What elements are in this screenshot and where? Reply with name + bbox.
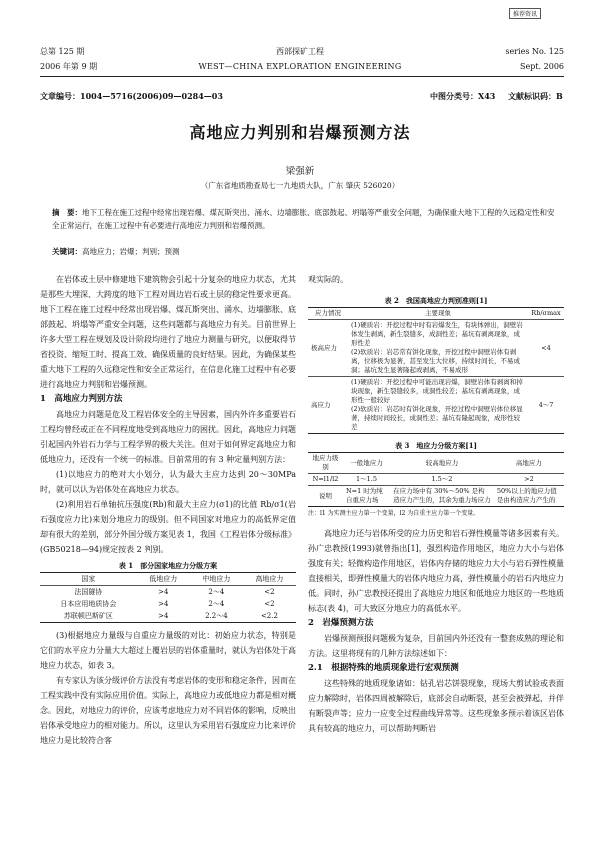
table1-cell: <2 <box>264 588 275 596</box>
table3-cell: N=l1/l2 <box>312 475 339 483</box>
section-1-p5: 有专家认为该分级评价方法没有考虑岩体的变形和稳定条件，因而在工程实践中没有实际应用价值。实际上，高地应力或低地应力都是相对概念。因此，对地应力的评价，应该考虑地应力对不同岩体的影响，反映出岩体承受地应力的相对能力。所以，这里认为采用岩石强度应力比来评价地应力是比较符合客 <box>40 676 296 745</box>
table3-cell: 1.5～2 <box>431 475 453 483</box>
table1-cell: >4 <box>158 612 169 620</box>
abstract-label: 摘 要： <box>52 208 82 217</box>
table3-caption: 表 3 地应力分级方案[1] <box>395 441 477 450</box>
table2-item: (2)软质岩：岩芯时有饼化现象，开挖过程中洞壁岩体位移显著，持续时间较长，成洞性差；基坑有隆起现象，成形性较差 <box>351 405 523 431</box>
table3-footnote: 注：l1 为实测主应力第一个变量，l2 为自重主应力第一个变量。 <box>308 510 480 517</box>
document-code: 文献标识码：B <box>508 91 563 101</box>
section-2-p1: 岩爆预测预报问题极为复杂，目前国内外还没有一整套成熟的理论和方法。这里将现有的几种方法综述如下： <box>308 634 564 658</box>
keywords-label: 关键词： <box>52 247 82 256</box>
journal-title-en: WEST—CHINA EXPLORATION ENGINEERING <box>198 62 402 71</box>
issue-series: 总第 125 期 <box>40 47 85 56</box>
table1-cell: 2.2～4 <box>205 612 228 620</box>
table2-item: (1)硬质岩：开挖过程中时有岩爆发生，有块体弹出，洞壁岩体发生剥离，新生裂缝多，成洞性差；基坑有剥离现象，成形性差 <box>351 321 523 347</box>
table1-cell: 2～4 <box>208 600 225 608</box>
table3-note-label: 说明 <box>318 491 332 500</box>
table2-ratio: 4～7 <box>538 400 554 409</box>
table1-cell: <2 <box>264 600 275 608</box>
table1-cell: 法国隧协 <box>74 588 103 596</box>
table2-level: 极高应力 <box>311 343 337 352</box>
abstract-text: 地下工程在施工过程中经常出现岩爆、煤瓦斯突出、涌水、边墙膨胀、底部鼓起、坍塌等严重安全问题，为确保重大地下工程的久远稳定性和安全正常运行，在施工过程中有必要进行高地应力判别和岩爆预测。 <box>52 208 555 230</box>
table1-header: 高地应力 <box>255 575 284 583</box>
table1-header: 低地应力 <box>149 575 178 583</box>
table3-header: 高地应力 <box>515 458 542 467</box>
intro-paragraph: 在岩体或土层中修建地下建筑物会引起十分复杂的地应力状态，尤其是那些大埋深、大跨度的地下工程对周边岩石或土层的稳定性要求更高。地下工程在施工过程中经常出现岩爆、煤瓦斯突出、涌水、边墙膨胀、底部鼓起、坍塌等严重安全问题，这些问题都与高地应力有关。目前世界上许多大型工程在规划及设计阶段均进行了地应力测量与研究，以便取得节省投资、缩短工时、提高工效、确保质量的良好结果。因此，为确保某些重大地下工程的久远稳定性和安全正常运行，在信息化施工过程中有必要进行高地应力判别和岩爆预测。 <box>40 275 296 389</box>
table3-note: 在应力场中有 30%～50% 是构造应力产生的，其余为重力场应力 <box>393 487 491 504</box>
section-2-1-heading: 2.1 根据特殊的地质现象进行宏观预测 <box>308 663 459 673</box>
section-1-heading: 1 高地应力判别方法 <box>40 394 123 404</box>
table1-caption: 表 1 部分国家地应力分级方案 <box>118 561 218 570</box>
table2-item: (2)软质岩：岩芯常有饼化现象，开挖过程中洞壁岩体有剥离，位移极为显著，甚至发生大位移，持续时间长，不易成洞；基坑发生显著隆起或剥离，不易成形 <box>351 348 520 374</box>
table1-header: 国家 <box>81 575 96 583</box>
continued-text: 观实际的。 <box>308 275 348 284</box>
affiliation: （广东省地质勘查局七一九地质大队，广东 肇庆 526020） <box>200 181 400 190</box>
abstract <box>52 206 560 232</box>
table1-cell: >4 <box>158 588 169 596</box>
table3-cell: 1～1.5 <box>356 475 377 483</box>
table3-note: 50%以上的地应力值是由构造应力产生的 <box>496 487 557 504</box>
series-number: series No. 125 <box>505 47 564 56</box>
table1-cell: 苏联顿巴斯矿区 <box>63 612 113 620</box>
section-1-p1: 高地应力问题是危及工程岩体安全的主导因素，国内外许多重要岩石工程均曾经或正在不同程度地受到高地应力的困扰。因此，高地应力问题引起国内外岩石力学与工程学界的极大关注。但对于如何界定高地应力和低地应力，还没有一个统一的标准。目前常用的有 3 种定量判别方法： <box>40 410 296 464</box>
table2-ratio: <4 <box>541 343 551 352</box>
right-column <box>308 272 564 736</box>
left-column <box>40 272 296 748</box>
section-2-heading: 2 岩爆预测方法 <box>308 618 374 628</box>
table2-header: 应力情况 <box>315 309 341 317</box>
issue-date: 2006 年第 9 期 <box>40 62 98 71</box>
table3-header: 地应力级别 <box>312 454 339 471</box>
keywords-text: 高地应力；岩爆；判别；预测 <box>82 247 180 256</box>
section-1-p4: (3)根据地应力量级与自重应力量级的对比：初始应力状态，特别是它们的水平应力分量大大超过上覆岩层的岩体重量时，就认为岩体处于高地应力状态，如表 3。 <box>40 631 296 670</box>
table2 <box>308 307 564 434</box>
table3-header: 较高地应力 <box>425 458 459 467</box>
table3-note: N=1 时为纯自重应力场 <box>345 487 383 504</box>
section-1-p3: (2)利用岩石单轴抗压强度(Rb)和最大主应力(σ1)的比值 Rb/σ1(岩石强度应力比)来划分地应力的级别。但不同国家对地应力的高低界定值却有很大的差别，部分外国分级方案见表 1，我国《工程岩体分级标准》(GB50218—94)规定按表 2 判别。 <box>40 500 296 554</box>
table1-cell: >4 <box>158 600 169 608</box>
section-2-1-p1: 这些特殊的地质现象诸如：钻孔岩芯饼裂现象，现场大剪试验或表面应力解除时，岩体四周被解除后，底部会自动断裂，甚至会被弹起，并伴有断裂声等；应力一应变全过程曲线异常等。这些现象多预示着该区岩体具有较高的地应力，可以帮助判断岩 <box>308 679 564 733</box>
recommend-tag[interactable]: 推荐资讯 <box>509 8 541 19</box>
table3 <box>308 452 564 507</box>
table2-item: (1)硬质岩：开挖过程中可能出现岩爆，洞壁岩体有剥离和掉块现象，新生裂缝较多，成洞性较差；基坑有剥离现象，成形性一般较好 <box>351 378 523 404</box>
journal-title: 西部探矿工程 <box>276 47 324 56</box>
table2-caption: 表 2 我国高地应力判别准则[1] <box>384 296 488 305</box>
table2-level: 高应力 <box>311 400 331 409</box>
table1 <box>40 572 296 623</box>
author: 梁强新 <box>285 166 315 177</box>
table1-cell: 日本应用地质协会 <box>60 600 117 608</box>
table3-cell: >2 <box>524 475 534 483</box>
publish-month: Sept. 2006 <box>520 62 564 71</box>
table1-cell: <2.2 <box>260 612 278 620</box>
header-rule <box>40 76 564 77</box>
table2-header: Rb/σmax <box>531 309 561 317</box>
section-1-p6: 高地应力还与岩体所受的应力历史和岩石弹性模量等诸多因素有关。孙广忠教授(1993)就曾指出[1]，强烈构造作用地区，地应力大小与岩体强度有关；轻微构造作用地区，岩体内存储的地应力大小与岩石弹性模量直接相关，即弹性模量大的岩体内地应力高，弹性模量小的岩石内地应力低。同时，孙广忠教授还提出了高地应力地区和低地应力地区的一些地质标志(表 4)，可大致区分地应力的高低水平。 <box>308 529 564 613</box>
table2-header: 主要现象 <box>425 309 451 317</box>
article-number: 文章编号：1004—5716(2006)09—0284—03 <box>40 91 223 101</box>
table1-header: 中地应力 <box>202 575 231 583</box>
table3-header: 一般地应力 <box>350 458 383 467</box>
paper-title: 高地应力判别和岩爆预测方法 <box>189 123 411 142</box>
clc-number: 中图分类号：X43 <box>430 91 496 101</box>
keywords <box>52 246 560 258</box>
section-1-p2: (1)以地应力的绝对大小划分，认为最大主应力达到 20～30MPa 时，就可以认为岩体处在高地应力状态。 <box>40 470 296 494</box>
table1-cell: 2～4 <box>208 588 225 596</box>
